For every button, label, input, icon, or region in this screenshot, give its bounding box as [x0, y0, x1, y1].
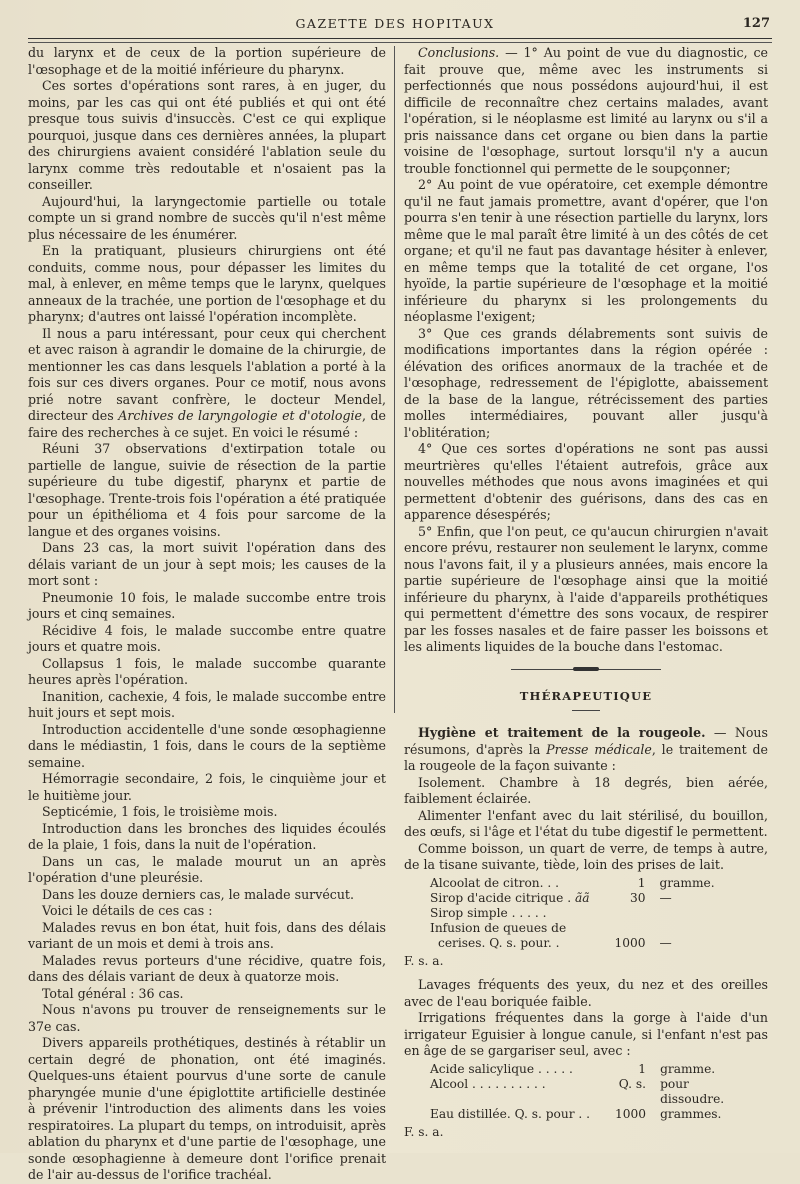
- paragraph-text: — Nous résumons, d'après la: [404, 725, 768, 757]
- paragraph: Irrigations fréquentes dans la gorge à l'aide d'un irrigateur Eguisier à longue canule, si l'enfant n'est pas en âge de se gargariser seul, avec :: [404, 1010, 768, 1058]
- paragraph: Nous n'avons pu trouver de renseignements sur le 37e cas.: [28, 1002, 386, 1034]
- paragraph-text: Il nous a paru intéressant, pour ceux qui cherchent et avec raison à agrandir le domaine de la chirurgie, de mentionner les cas dans lesquels l'ablation a porté à la fois sur ces divers organes. Pour ce motif, nous avons prié notre savant confrère, le docteur Mendel, directeur des: [28, 325, 386, 423]
- prescription-note: F. s. a.: [404, 1124, 444, 1139]
- paragraph: Pneumonie 10 fois, le malade succombe entre trois jours et cinq semaines.: [28, 589, 386, 621]
- conclusions-label: Conclusions.: [418, 45, 500, 60]
- prescription-row: [430, 876, 730, 891]
- paragraph: Récidive 4 fois, le malade succombe entre quatre jours et quatre mois.: [28, 622, 386, 654]
- unit: gramme.: [660, 1061, 716, 1076]
- ingredient: [430, 891, 590, 906]
- page-header: [20, 16, 770, 38]
- paragraph: Aujourd'hui, la laryngectomie partielle ou totale compte un si grand nombre de succès qu'il n'est même plus nécessaire de les énumérer.: [28, 193, 386, 242]
- paragraph: Voici le détails de ces cas :: [42, 903, 213, 918]
- paragraph: Septicémie, 1 fois, le troisième mois.: [42, 804, 278, 819]
- paragraph-text: — 1° Au point de vue du diagnostic, ce fait prouve que, même avec les instruments si perfectionnés que nous possédons aujourd'hui, il est difficile de reconnaître chez certains malades, avant l'opération, si le néoplasme est limité au larynx ou s'il a pris naissance dans cet organe ou bien dans la partie voisine de l'œsophage, surtout lorsqu'il n'y a aucun trouble fonctionnel qui permette de le soupçonner;: [404, 45, 768, 176]
- unit: —: [659, 890, 672, 905]
- quantity: 1000: [615, 1106, 647, 1121]
- ingredient: Eau distillée. Q. s. pour . .: [430, 1106, 591, 1121]
- unit: pour dissoudre.: [660, 1076, 725, 1106]
- page-number: 127: [742, 16, 770, 31]
- quantity: Q. s.: [618, 1076, 647, 1091]
- paragraph: Introduction accidentelle d'une sonde œsophagienne dans le médiastin, 1 fois, dans le cours de la septième semaine.: [28, 721, 386, 770]
- prescription-row: [430, 921, 730, 936]
- paragraph-text: , de faire des recherches à ce sujet. En voici le résumé :: [28, 408, 387, 440]
- paragraph: Malades revus en bon état, huit fois, dans des délais variant de un mois et demi à trois ans.: [28, 919, 386, 951]
- paragraph: Hémorragie secondaire, 2 fois, le cinquième jour et le huitième jour.: [28, 771, 386, 803]
- paragraph: Malades revus porteurs d'une récidive, quatre fois, dans des délais variant de deux à quatorze mois.: [28, 952, 386, 984]
- prescription-table: [430, 876, 768, 951]
- paragraph: Dans un cas, le malade mourut un an après l'opération d'une pleurésie.: [28, 853, 386, 885]
- prescription-row: [430, 1077, 730, 1107]
- prescription-row: [430, 906, 730, 921]
- paragraph: Comme boisson, un quart de verre, de temps à autre, de la tisane suivante, tiède, loin des prises de lait.: [404, 840, 768, 872]
- prescription-table: [430, 1062, 768, 1122]
- unit: grammes.: [660, 1106, 722, 1121]
- paragraph: 5° Enfin, que l'on peut, ce qu'aucun chirurgien n'avait encore prévu, restaurer non seulement le larynx, comme nous l'avons fait, il y a plusieurs années, mais encore la partie supérieure de l'œsophage ainsi que la moitié inférieure du pharynx, à l'aide d'appareils prothétiques qui permettent d'émettre des sons vocaux, de respirer par les fosses nasales et de faire passer les boissons et les aliments liquides de la bouche dans l'estomac.: [404, 523, 768, 654]
- paragraph: [404, 45, 768, 177]
- paragraph: En la pratiquant, plusieurs chirurgiens ont été conduits, comme nous, pour dépasser les limites du mal, à enlever, en même temps que le larynx, quelques anneaux de la trachée, une portion de l'œsophage et du pharynx; d'autres ont laissé l'opération incomplète.: [28, 243, 386, 324]
- paragraph: Réuni 37 observations d'extirpation totale ou partielle de langue, suivie de résection de la partie supérieure du tube digestif, pharynx et partie de l'œsophage. Trente-trois fois l'opération a été pratiquée pour un épithélioma et 4 fois pour sarcome de la langue et des organes voisins.: [28, 441, 386, 539]
- paragraph: Isolement. Chambre à 18 degrés, bien aérée, faiblement éclairée.: [404, 774, 768, 806]
- paragraph: Alimenter l'enfant avec du lait stérilisé, du bouillon, des œufs, si l'âge et l'état du tube digestif le permettent.: [404, 807, 768, 839]
- ingredient: Sirop simple . . . . .: [430, 905, 547, 920]
- paragraph-text: , le traitement de la rougeole de la façon suivante :: [404, 741, 768, 773]
- ingredient: Alcool . . . . . . . . . .: [430, 1076, 546, 1091]
- prescription-row: [430, 1062, 730, 1077]
- unit: gramme.: [659, 875, 715, 890]
- paragraph: Lavages fréquents des yeux, du nez et des oreilles avec de l'eau boriquée faible.: [404, 977, 768, 1009]
- column-divider: [394, 46, 395, 713]
- right-column: [404, 45, 768, 1148]
- paragraph: Inanition, cachexie, 4 fois, le malade succombe entre huit jours et sept mois.: [28, 688, 386, 720]
- paragraph: Divers appareils prothétiques, destinés à rétablir un certain degré de phonation, ont été imaginés. Quelques-uns étaient pourvus d'une sorte de canule pharyngée munie d'une épiglottite artificielle destinée à prévenir l'introduction des aliments dans les voies respiratoires. La plupart du temps, on introduisit, après ablation du pharynx et d'une partie de l'œsophage, une sonde œsophagienne à demeure dont l'orifice prenait de l'air au-dessus de l'orifice trachéal.: [28, 1035, 386, 1182]
- quantity: 30: [629, 890, 646, 905]
- unit: [646, 906, 730, 921]
- paragraph: 4° Que ces sortes d'opérations ne sont pas aussi meurtrières qu'elles l'étaient autrefois, grâce aux nouvelles méthodes que nous avons imaginées et qui permettent d'obtenir des guérisons, dans des cas en apparence désespérés;: [404, 441, 768, 522]
- header-rule: [28, 38, 772, 43]
- unit: [646, 921, 730, 936]
- paragraph: Dans les douze derniers cas, le malade survécut.: [42, 886, 354, 902]
- paragraph: Dans 23 cas, la mort suivit l'opération dans des délais variant de un jour à sept mois; les causes de la mort sont :: [28, 540, 386, 588]
- journal-title: GAZETTE DES HOPITAUX: [295, 16, 495, 31]
- brace-mark: ãã: [574, 890, 590, 905]
- section-title: THÉRAPEUTIQUE: [519, 688, 653, 703]
- paragraph: Total général : 36 cas.: [42, 985, 184, 1001]
- left-column: [28, 45, 386, 1184]
- ingredient-name: Sirop d'acide citrique .: [430, 890, 572, 905]
- paragraph: [404, 725, 768, 775]
- quantity: [590, 921, 646, 936]
- title-underline: [572, 710, 600, 711]
- paragraph: Collapsus 1 fois, le malade succombe quarante heures après l'opération.: [28, 655, 386, 687]
- prescription-row: [430, 1107, 730, 1122]
- quantity: [590, 906, 646, 921]
- paragraph: [28, 326, 386, 442]
- quantity: 1: [637, 875, 646, 890]
- quantity: 1000: [614, 935, 646, 950]
- ingredient: Acide salicylique . . . . .: [430, 1061, 573, 1076]
- section-separator: [511, 668, 661, 672]
- prescription-note: F. s. a.: [404, 953, 444, 968]
- paragraph: 3° Que ces grands délabrements sont suivis de modifications importantes dans la région opérée : élévation des orifices anormaux de la trachée et de l'œsophage, redressement de l'épiglotte, abaissement de la base de la langue, rétrécissement des parties molles intermédiaires, pouvant aller jusqu'à l'oblitération;: [404, 325, 768, 440]
- quantity: 1: [638, 1061, 647, 1076]
- paragraph: Ces sortes d'opérations sont rares, à en juger, du moins, par les cas qui ont été publiés et qui ont été presque tous suivis d'insuccès. C'est ce qui explique pourquoi, jusque dans ces dernières années, la plupart des chirurgiens avaient considéré l'ablation seule du larynx comme très redoutable et n'osaient pas la conseiller.: [28, 78, 386, 192]
- ingredient: Infusion de queues de: [430, 920, 567, 935]
- article-title: Hygiène et traitement de la rougeole.: [418, 725, 706, 740]
- prescription-row: [430, 891, 730, 906]
- unit: —: [659, 935, 672, 950]
- prescription-row: [430, 936, 730, 951]
- paragraph: du larynx et de ceux de la portion supérieure de l'œsophage et de la moitié inférieure du pharynx.: [28, 45, 386, 77]
- journal-reference: Archives de laryngologie et d'otologie: [118, 408, 362, 423]
- paragraph: Introduction dans les bronches des liquides écoulés de la plaie, 1 fois, dans la nuit de l'opération.: [28, 820, 386, 852]
- paragraph: 2° Au point de vue opératoire, cet exemple démontre qu'il ne faut jamais promettre, avant d'opérer, que l'on pourra s'en tenir à une résection partielle du larynx, lors même que le mal paraît être limité à un des côtés de cet organe; et qu'il ne faut pas davantage hésiter à enlever, en même temps que la totalité de cet organe, l'os hyoïde, la partie supérieure de l'œsophage et la moitié inférieure du pharynx si les prolongements du néoplasme l'exigent;: [404, 177, 768, 324]
- source-reference: Presse médicale: [546, 741, 652, 757]
- ingredient: cerises. Q. s. pour. .: [438, 935, 560, 950]
- ingredient: Alcoolat de citron. . .: [430, 875, 560, 890]
